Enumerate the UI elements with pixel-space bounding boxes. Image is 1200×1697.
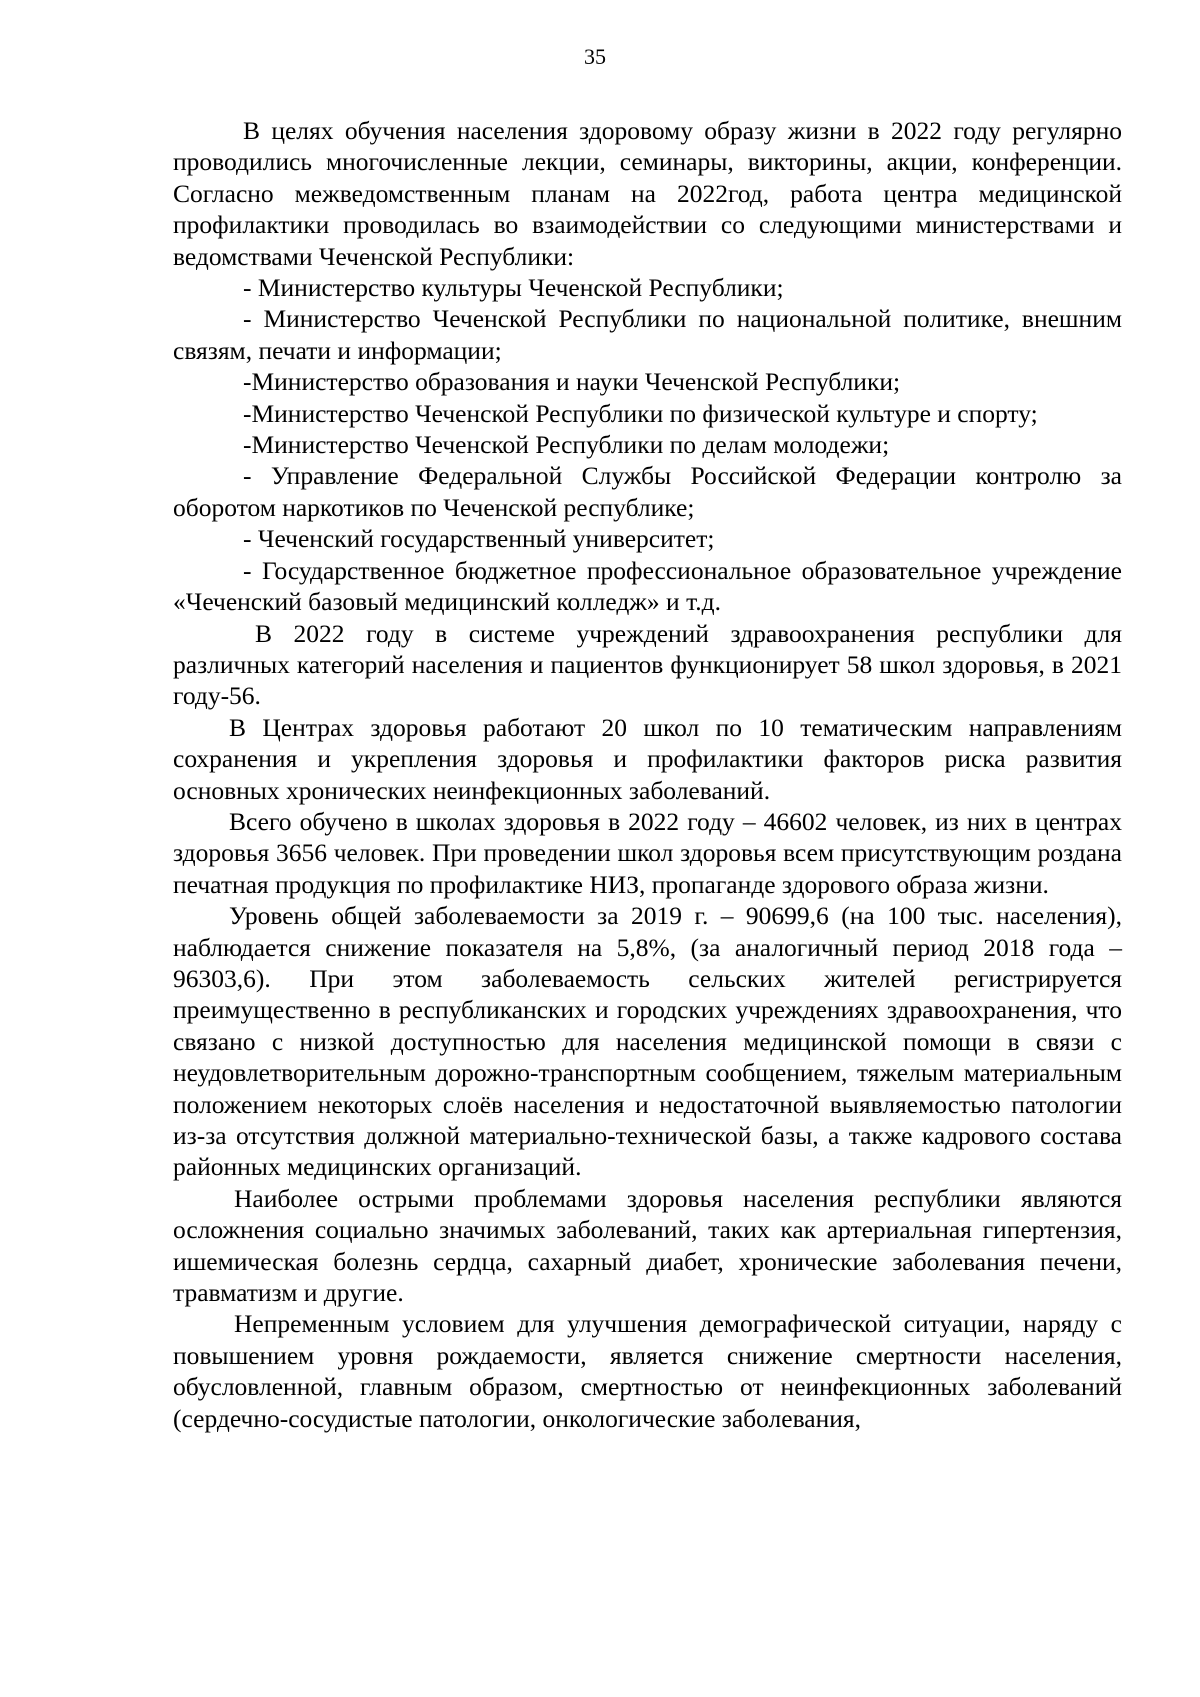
list-item: - Управление Федеральной Службы Российской Федерации контролю за оборотом наркотиков по Чеченской республике; [173,461,1122,522]
paragraph-acute-problems: Наиболее острыми проблемами здоровья населения республики являются осложнения социально значимых заболеваний, таких как артериальная гипертензия, ишемическая болезнь сердца, сахарный диабет, хронические заболевания печени, травматизм и другие. [173,1183,1122,1308]
list-item: -Министерство Чеченской Республики по делам молодежи; [243,430,890,460]
page-number: 35 [584,44,606,69]
paragraph-health-centers: В Центрах здоровья работают 20 школ по 10 тематическим направлениям сохранения и укрепления здоровья и профилактики факторов риска развития основных хронических неинфекционных заболеваний. [173,712,1122,805]
list-item: - Министерство культуры Чеченской Республики; [243,273,784,303]
list-item: - Министерство Чеченской Республики по национальной политике, внешним связям, печати и информации; [173,304,1122,365]
list-item: -Министерство образования и науки Чеченской Республики; [243,367,901,397]
paragraph-trained-count: Всего обучено в школах здоровья в 2022 году – 46602 человек, из них в центрах здоровья 3656 человек. При проведении школ здоровья всем присутствующим роздана печатная продукция по профилактике НИЗ, пропаганде здорового образа жизни. [173,806,1122,899]
list-item: -Министерство Чеченской Республики по физической культуре и спорту; [243,398,1038,428]
paragraph-health-schools: В 2022 году в системе учреждений здравоохранения республики для различных категорий населения и пациентов функционирует 58 школ здоровья, в 2021 году-56. [173,618,1122,711]
paragraph-health-education: В целях обучения населения здоровому образу жизни в 2022 году регулярно проводились многочисленные лекции, семинары, викторины, акции, конференции. Согласно межведомственным планам на 2022год, работа центра медицинской профилактики проводилась во взаимодействии со следующими министерствами и ведомствами Чеченской Республики: [173,116,1122,271]
paragraph-morbidity-level: Уровень общей заболеваемости за 2019 г. – 90699,6 (на 100 тыс. населения), наблюдается снижение показателя на 5,8%, (за аналогичный период 2018 года – 96303,6). При этом заболеваемость сельских жителей регистрируется преимущественно в республиканских и городских учреждениях здравоохранения, что связано с низкой доступностью для населения медицинской помощи в связи с неудовлетворительным дорожно-транспортным сообщением, тяжелым материальным положением некоторых слоёв населения и недостаточной выявляемостью патологии из-за отсутствия должной материально-технической базы, а также кадрового состава районных медицинских организаций. [173,901,1122,1182]
list-item: - Государственное бюджетное профессиональное образовательное учреждение «Чеченский базовый медицинский колледж» и т.д. [173,555,1122,617]
list-item: - Чеченский государственный университет; [243,524,715,554]
paragraph-demographic-condition: Непременным условием для улучшения демографической ситуации, наряду с повышением уровня рождаемости, является снижение смертности населения, обусловленной, главным образом, смертностью от неинфекционных заболеваний (сердечно-сосудистые патологии, онкологические заболевания, [173,1309,1122,1433]
document-body [173,115,1122,1434]
